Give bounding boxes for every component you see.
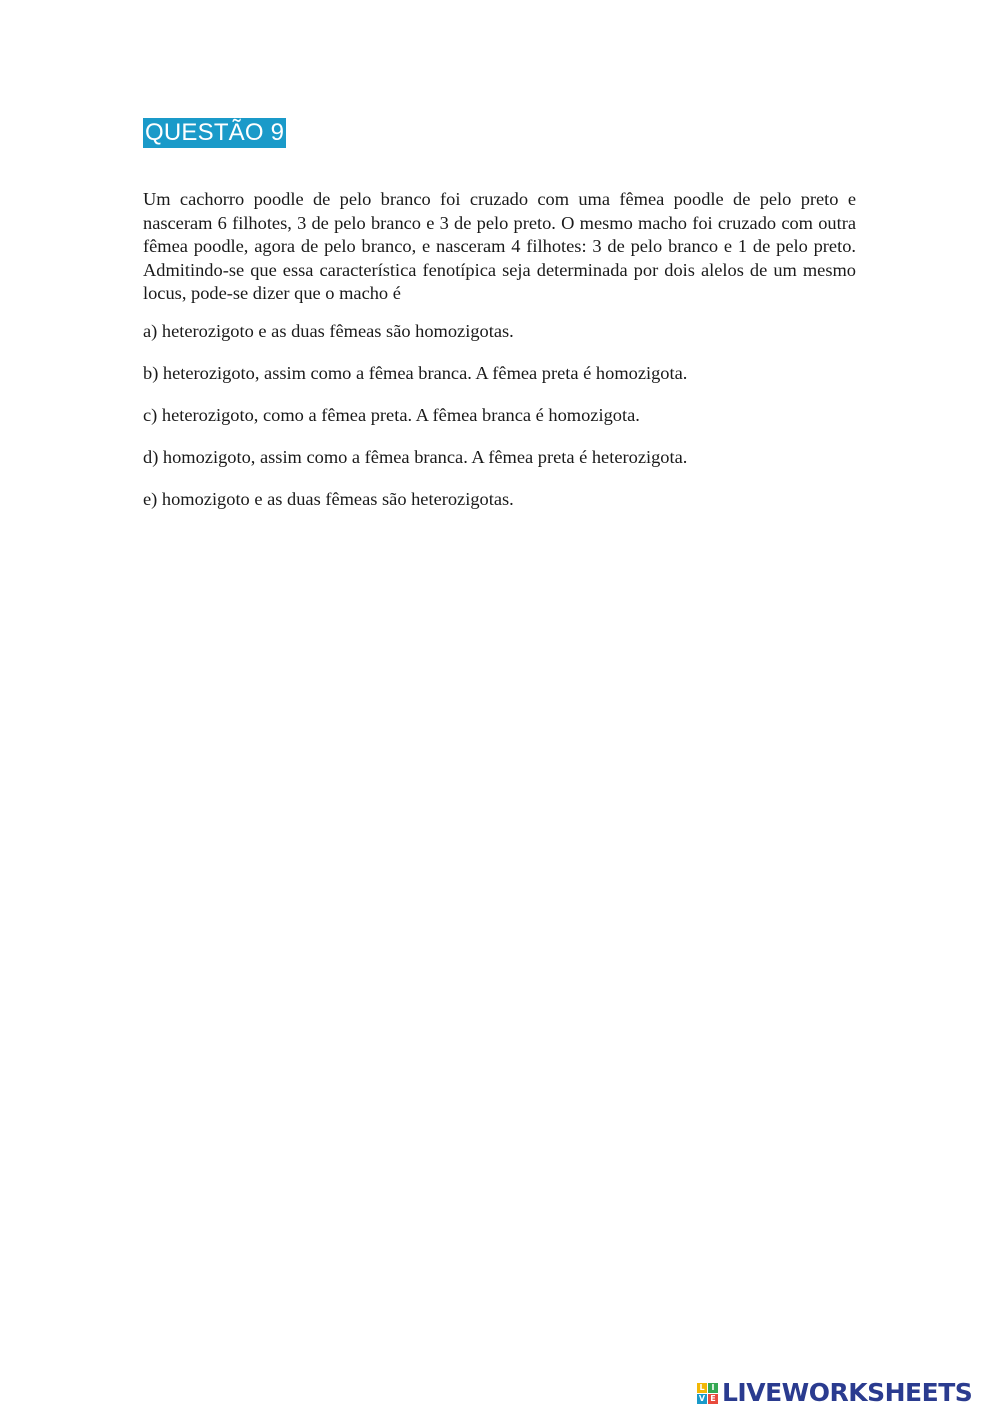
question-body (143, 188, 856, 530)
question-title: QUESTÃO 9 (145, 119, 285, 146)
option-c: c) heterozigoto, como a fêmea preta. A fêmea branca é homozigota. (143, 405, 640, 426)
option-b: b) heterozigoto, assim como a fêmea branca. A fêmea preta é homozigota. (143, 363, 688, 384)
liveworksheets-logo (697, 1378, 972, 1408)
question-stem: Um cachorro poodle de pelo branco foi cruzado com uma fêmea poodle de pelo preto e nasceram 6 filhotes, 3 de pelo branco e 3 de pelo preto. O mesmo macho foi cruzado com outra fêmea poodle, agora de pelo branco, e nasceram 4 filhotes: 3 de pelo branco e 1 de pelo preto. Admitindo-se que essa característica fenotípica seja determinada por dois alelos de um mesmo locus, pode-se dizer que o macho é (143, 189, 856, 304)
logo-text: LIVEWORKSHEETS (722, 1378, 973, 1407)
logo-mark-letter: E (708, 1394, 718, 1404)
question-header (143, 118, 286, 148)
logo-mark-letter: I (708, 1383, 718, 1393)
option-e: e) homozigoto e as duas fêmeas são heterozigotas. (143, 489, 514, 510)
logo-mark-letter: V (698, 1393, 706, 1403)
logo-mark-icon (697, 1383, 718, 1404)
answer-options (143, 320, 856, 512)
logo-mark-letter: L (697, 1383, 707, 1393)
option-a: a) heterozigoto e as duas fêmeas são homozigotas. (143, 320, 514, 341)
option-d: d) homozigoto, assim como a fêmea branca. A fêmea preta é heterozigota. (143, 447, 688, 468)
